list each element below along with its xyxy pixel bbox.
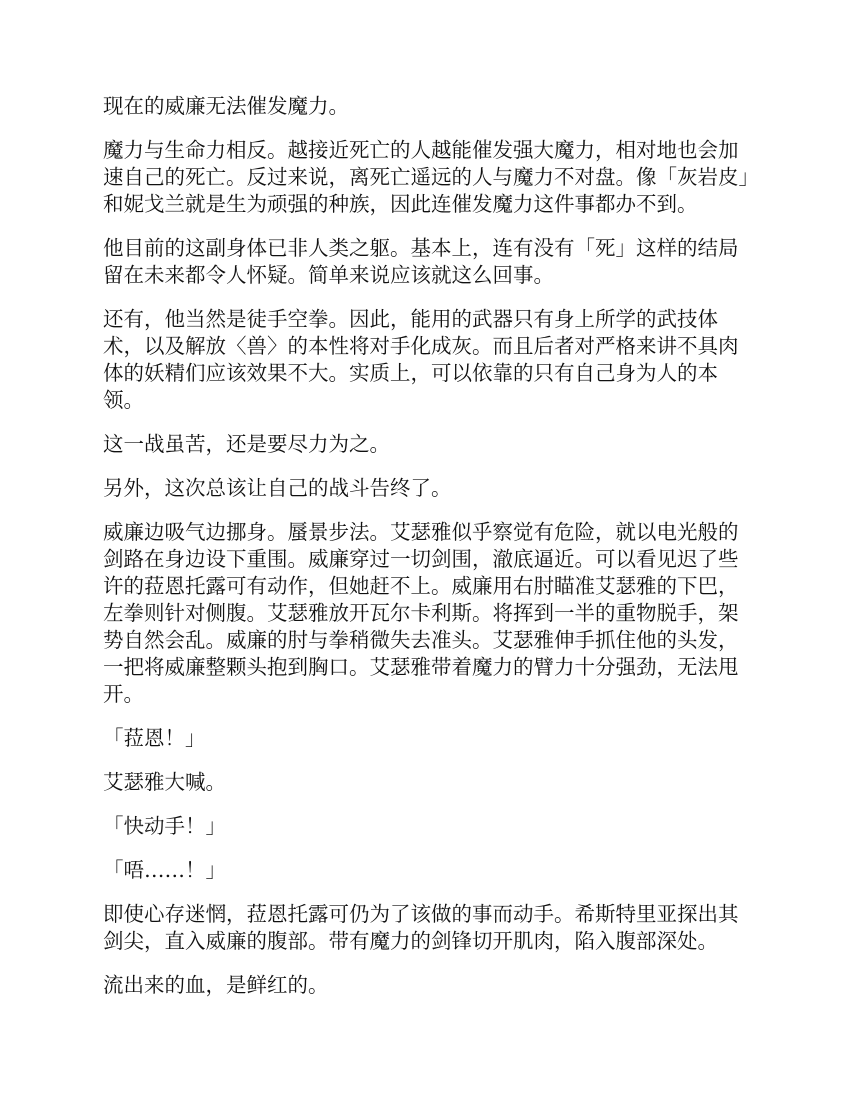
dialogue-line: 「快动手！」 [103, 814, 226, 838]
dialogue-line: 「唔……！」 [103, 858, 226, 882]
paragraph: 他目前的这副身体已非人类之躯。基本上，连有没有「死」这样的结局留在未来都令人怀疑。简单来说应该就这么回事。 [103, 236, 739, 287]
paragraph: 即使心存迷惘，菈恩托露可仍为了该做的事而动手。希斯特里亚探出其剑尖，直入威廉的腹部。带有魔力的剑锋切开肌肉，陷入腹部深处。 [103, 902, 739, 953]
paragraph: 威廉边吸气边挪身。蜃景步法。艾瑟雅似乎察觉有危险，就以电光般的剑路在身边设下重围。威廉穿过一切剑围，澈底逼近。可以看见迟了些许的菈恩托露可有动作，但她赶不上。威廉用右肘瞄准艾瑟雅的下巴，左拳则针对侧腹。艾瑟雅放开瓦尔卡利斯。将挥到一半的重物脱手，架势自然会乱。威廉的肘与拳稍微失去准头。艾瑟雅伸手抓住他的头发，一把将威廉整颗头抱到胸口。艾瑟雅带着魔力的臂力十分强劲，无法甩开。 [103, 520, 739, 706]
document-page [103, 93, 753, 1016]
paragraph: 艾瑟雅大喊。 [103, 770, 226, 794]
paragraph: 这一战虽苦，还是要尽力为之。 [103, 432, 390, 456]
paragraph: 还有，他当然是徒手空拳。因此，能用的武器只有身上所学的武技体术，以及解放〈兽〉的本性将对手化成灰。而且后者对严格来讲不具肉体的妖精们应该效果不大。实质上，可以依靠的只有自己身为人的本领。 [103, 307, 739, 412]
paragraph: 另外，这次总该让自己的战斗告终了。 [103, 476, 452, 500]
paragraph: 流出来的血，是鲜红的。 [103, 973, 329, 997]
paragraph: 现在的威廉无法催发魔力。 [103, 94, 349, 118]
dialogue-line: 「菈恩！」 [103, 726, 206, 750]
paragraph: 魔力与生命力相反。越接近死亡的人越能催发强大魔力，相对地也会加速自己的死亡。反过来说，离死亡遥远的人与魔力不对盘。像「灰岩皮」和妮戈兰就是生为顽强的种族，因此连催发魔力这件事都办不到。 [103, 138, 749, 216]
